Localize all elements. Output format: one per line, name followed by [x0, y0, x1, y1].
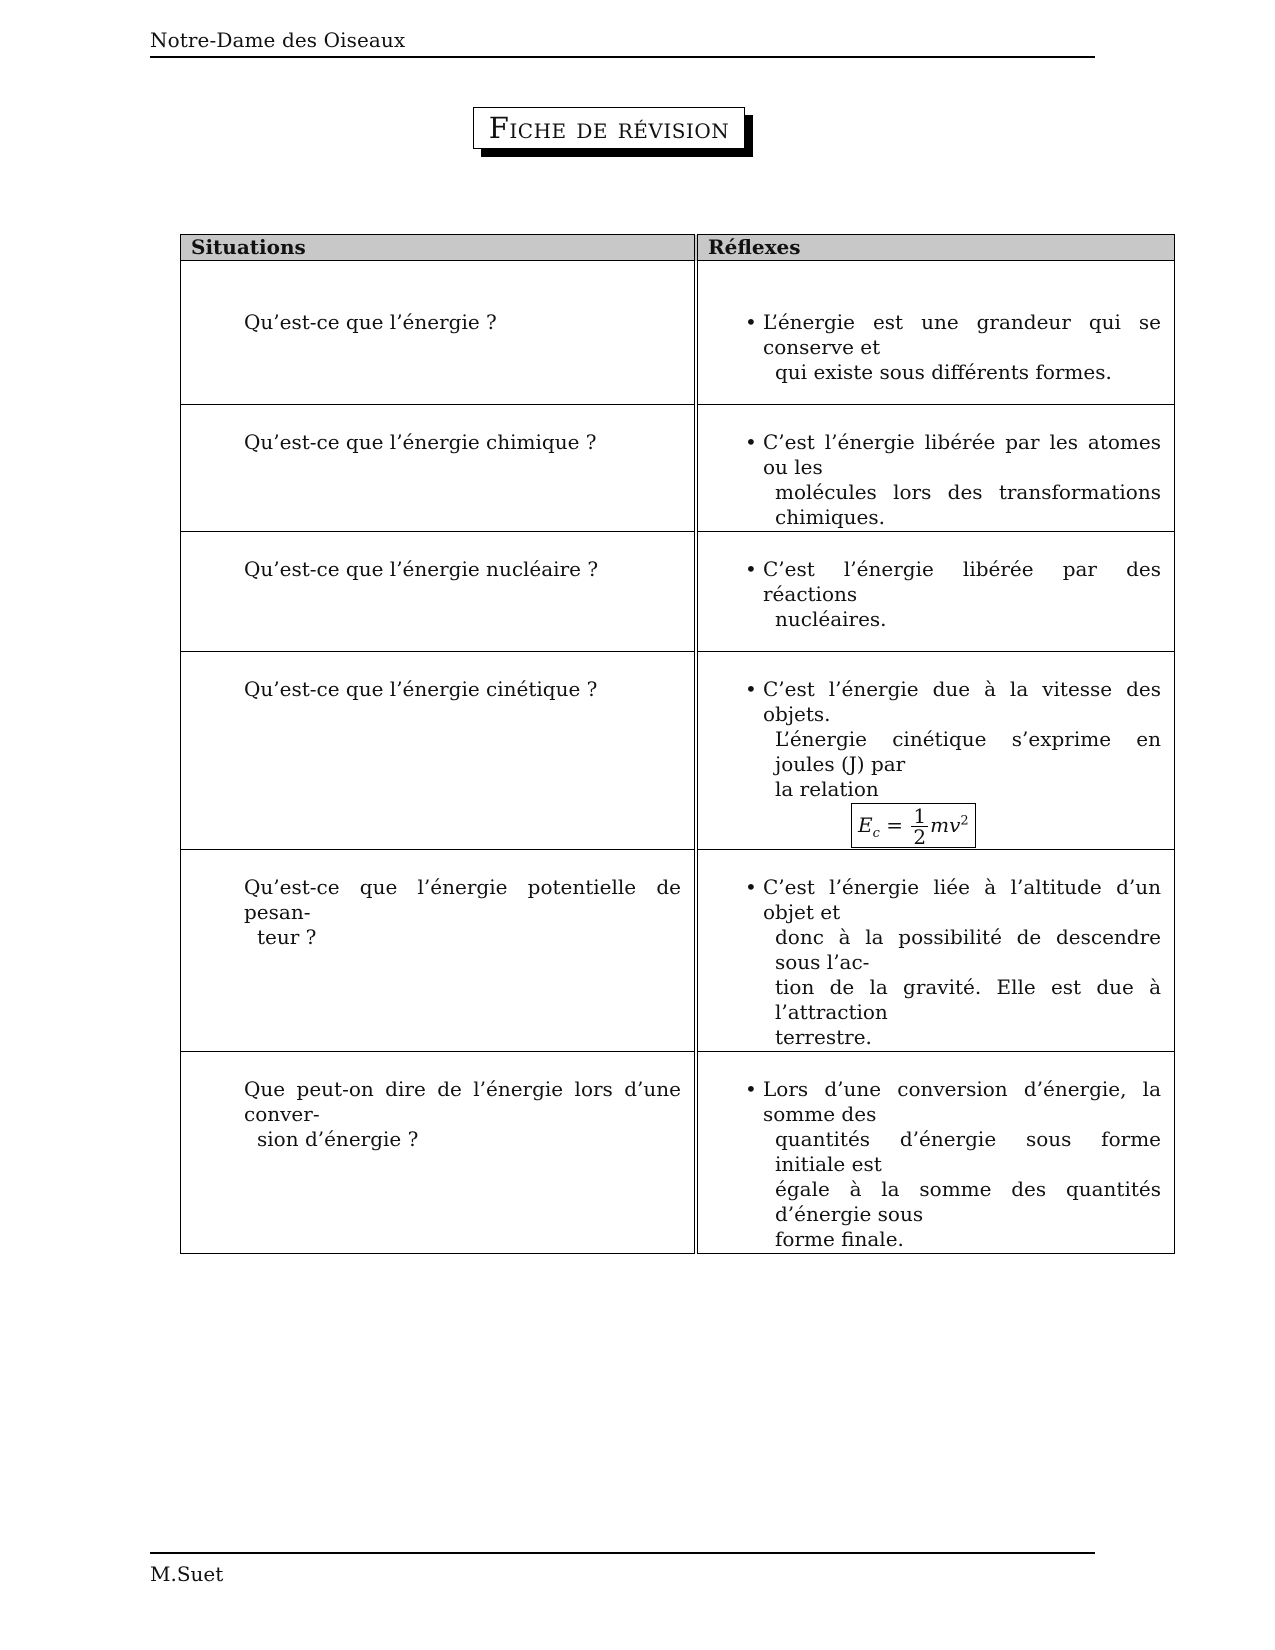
bullet-icon: •	[745, 430, 757, 454]
bullet-icon: •	[745, 310, 757, 334]
footer-rule	[150, 1552, 1095, 1554]
question-cell	[181, 850, 697, 1052]
header-school-name: Notre-Dame des Oiseaux	[150, 28, 406, 52]
formula-fraction: $\frac{1}{2}$	[913, 804, 927, 849]
answer-item: • Lors d’une conversion d’énergie, la somme des quantités d’énergie sous forme initiale est égale à la somme des quantités d’énergie sous forme finale.	[745, 1077, 1161, 1251]
answer-cell	[696, 652, 1175, 850]
answer-cell	[696, 850, 1175, 1052]
table-row	[181, 652, 1175, 850]
answer-cell	[696, 1052, 1175, 1254]
answer-cell	[696, 532, 1175, 652]
answer-item: • C’est l’énergie liée à l’altitude d’un objet et donc à la possibilité de descendre sous l’ac- tion de la gravité. Elle est due à l’attraction terrestre.	[745, 875, 1161, 1049]
column-header-situations: Situations	[181, 235, 697, 261]
question-text: Qu’est-ce que l’énergie ?	[244, 310, 497, 334]
table-row	[181, 850, 1175, 1052]
answer-item: • C’est l’énergie libérée par des réactions nucléaires.	[745, 557, 1161, 631]
table-row	[181, 261, 1175, 405]
bullet-icon: •	[745, 677, 757, 701]
answer-cell	[696, 261, 1175, 405]
question-cell	[181, 261, 697, 405]
kinetic-energy-formula: $E_c$ = $\frac{1}{2}$ $mv^2$	[851, 803, 976, 848]
answer-item: • L’énergie est une grandeur qui se conserve et qui existe sous différents formes.	[745, 310, 1161, 384]
question-text: Qu’est-ce que l’énergie cinétique ?	[244, 677, 598, 701]
column-header-reflexes: Réflexes	[696, 235, 1175, 261]
question-text: Que peut-on dire de l’énergie lors d’une conver- sion d’énergie ?	[244, 1077, 681, 1151]
table-row	[181, 405, 1175, 532]
title-frame	[473, 107, 745, 149]
bullet-icon: •	[745, 557, 757, 581]
footer-author: M.Suet	[150, 1562, 224, 1586]
header-rule	[150, 56, 1095, 58]
question-cell	[181, 532, 697, 652]
question-cell	[181, 1052, 697, 1254]
question-cell	[181, 405, 697, 532]
revision-table	[180, 234, 1175, 1254]
table-row	[181, 1052, 1175, 1254]
bullet-icon: •	[745, 875, 757, 899]
table-header-row	[181, 235, 1175, 261]
answer-cell	[696, 405, 1175, 532]
question-text: Qu’est-ce que l’énergie potentielle de pesan- teur ?	[244, 875, 681, 949]
page-title: Fiche de révision	[473, 107, 745, 149]
question-text: Qu’est-ce que l’énergie nucléaire ?	[244, 557, 599, 581]
table-row	[181, 532, 1175, 652]
answer-item: • C’est l’énergie libérée par les atomes ou les molécules lors des transformations chimiques.	[745, 430, 1161, 529]
answer-item: • C’est l’énergie due à la vitesse des objets. L’énergie cinétique s’exprime en joules (J) par la relation	[745, 677, 1161, 801]
bullet-icon: •	[745, 1077, 757, 1101]
question-text: Qu’est-ce que l’énergie chimique ?	[244, 430, 597, 454]
question-cell	[181, 652, 697, 850]
